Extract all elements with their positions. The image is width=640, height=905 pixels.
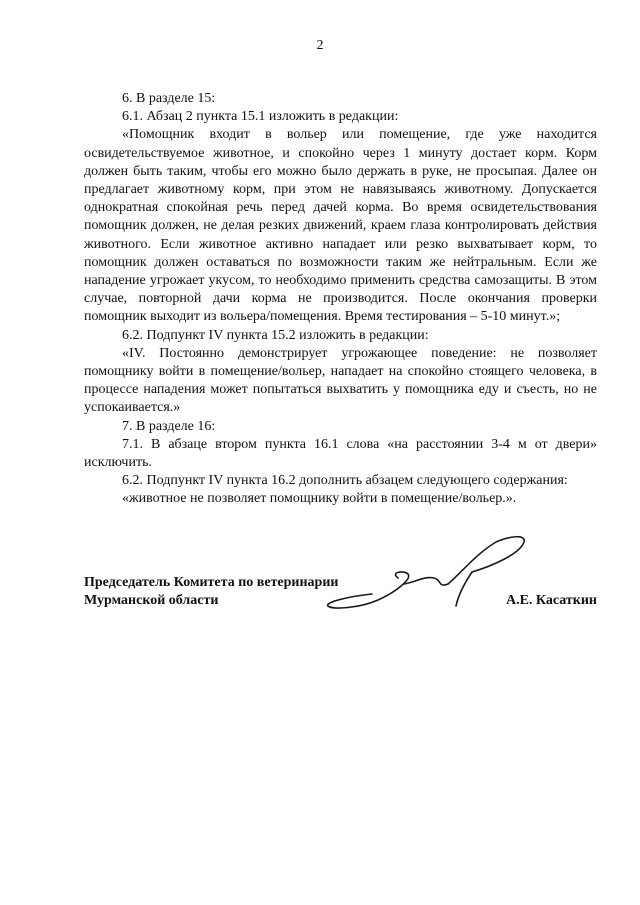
signer-title [84, 574, 338, 610]
paragraph-quote-15-1: «Помощник входит в вольер или помещение, где уже находится освидетельствуемое животное, и спокойно через 1 минуту достает корм. Корм должен быть таким, чтобы его можно было держать в руке, не просыпая. Далее он предлагает животному корм, при этом не навязываясь животному. Допускается однократная спокойная речь перед дачей корма. Во время освидетельствования помощник должен, не делая резких движений, краем глаза контролировать действия животного. Если животное активно нападает или резко выхватывает корм, то помощник должен оставаться по возможности таким же нейтральным. Если же нападение угрожает укусом, то необходимо применить средства самозащиты. В этом случае, повторной дачи корма не производится. После окончания проверки помощник выходит из вольера/помещения. Время тестирования – 5-10 минут.»; [84, 127, 597, 325]
paragraph-7-1: 7.1. В абзаце втором пункта 16.1 слова «на расстоянии 3-4 м от двери» исключить. [84, 436, 597, 471]
signer-name: А.Е. Касаткин [505, 593, 597, 608]
paragraph-quote-15-2: «IV. Постоянно демонстрирует угрожающее поведение: не позволяет помощнику войти в помещение/вольер, нападает на спокойно стоящего человека, в процессе нападения может попытаться выхватить у помощника еду и съесть, но не успокаивается.» [84, 345, 597, 416]
signature-block [84, 574, 597, 614]
paragraph-section-15: 6. В разделе 15: [122, 91, 216, 106]
document-body [84, 90, 597, 509]
paragraph-section-16: 7. В разделе 16: [122, 418, 216, 434]
signer-title-line1: Председатель Комитета по ветеринарии [84, 575, 339, 590]
paragraph-6-1: 6.1. Абзац 2 пункта 15.1 изложить в редакции: [122, 109, 399, 125]
paragraph-quote-16-2: «животное не позволяет помощнику войти в помещение/вольер.». [122, 491, 517, 507]
signer-title-line2: Мурманской области [84, 593, 219, 608]
paragraph-6-2-b: 6.2. Подпункт IV пункта 16.2 дополнить абзацем следующего содержания: [122, 473, 568, 489]
page-number: 2 [316, 38, 324, 53]
paragraph-6-2: 6.2. Подпункт IV пункта 15.2 изложить в редакции: [122, 327, 429, 343]
